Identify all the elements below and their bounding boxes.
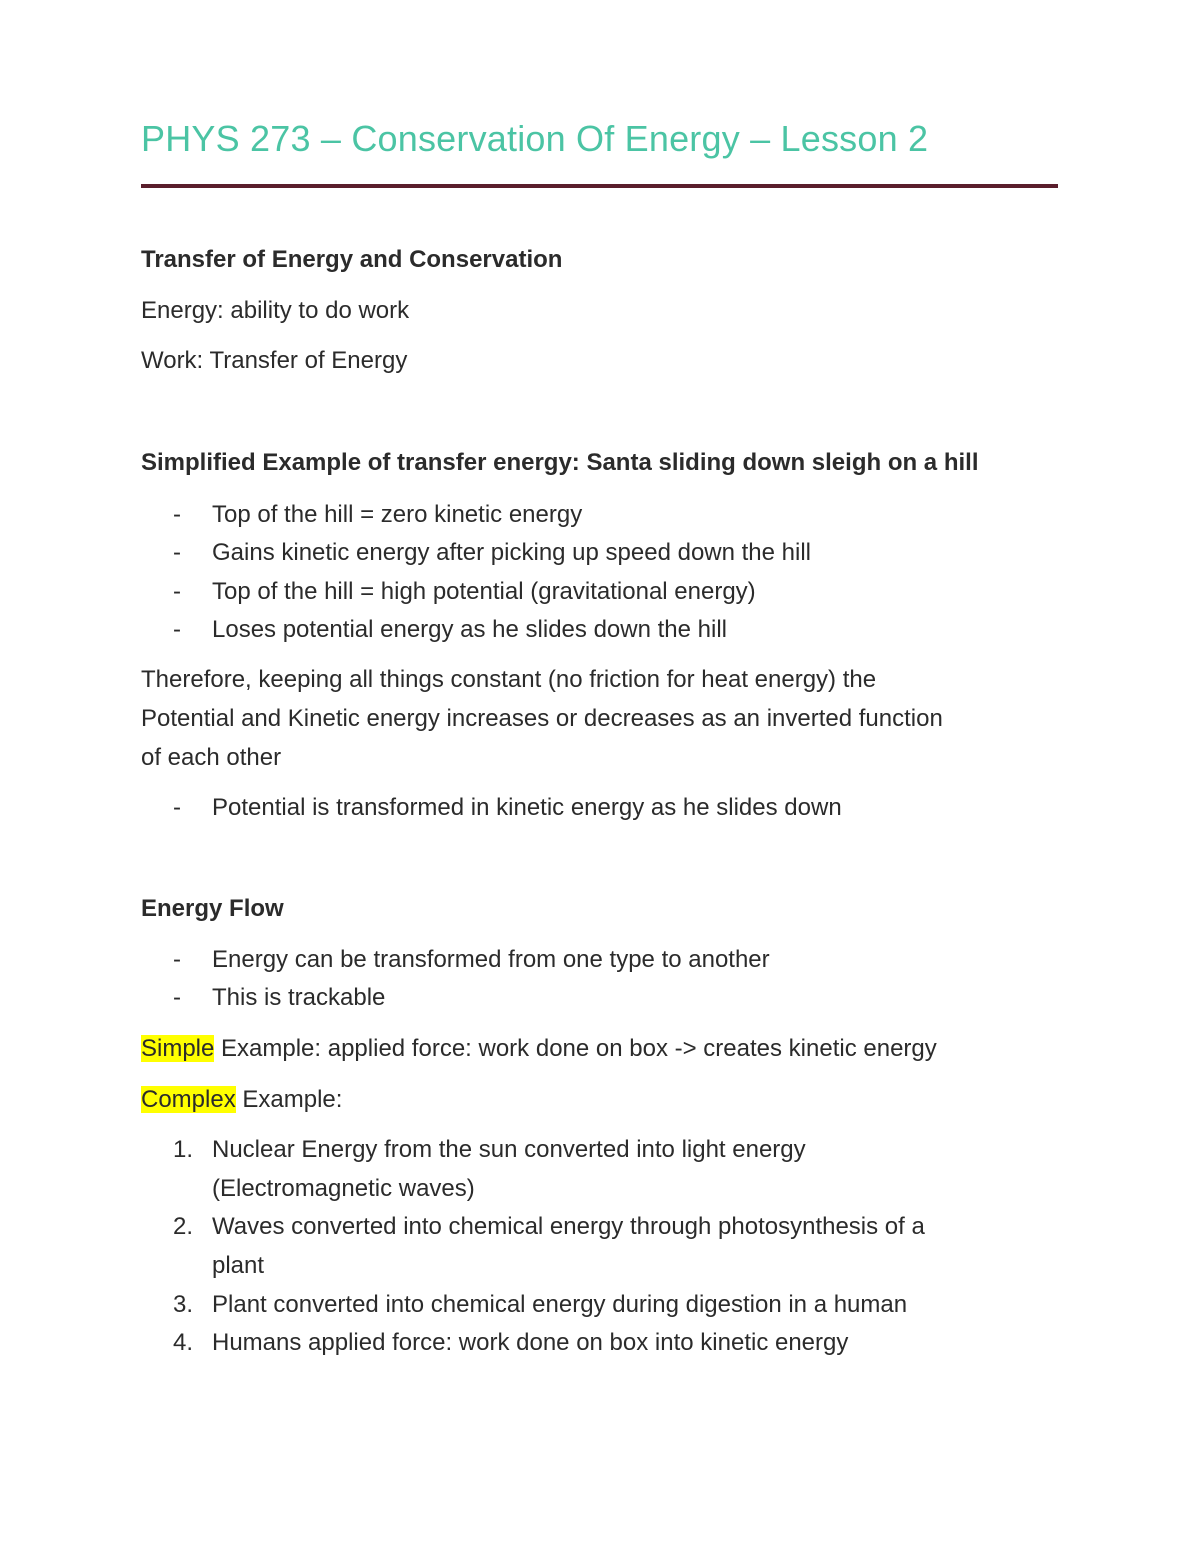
bullet-marker: - bbox=[173, 946, 181, 973]
paragraph-line: Potential and Kinetic energy increases or decreases as an inverted function bbox=[141, 705, 943, 732]
list-item: Potential is transformed in kinetic energy as he slides down bbox=[212, 794, 842, 821]
simple-highlight: Simple bbox=[141, 1035, 215, 1062]
complex-example-text: Example: bbox=[235, 1086, 343, 1113]
numbered-item-line: Nuclear Energy from the sun converted into light energy bbox=[212, 1136, 806, 1163]
numbered-item-line: (Electromagnetic waves) bbox=[212, 1175, 475, 1202]
simple-example-text: Example: applied force: work done on box -> creates kinetic energy bbox=[214, 1035, 937, 1062]
title-divider bbox=[141, 184, 1058, 188]
page-title: PHYS 273 – Conservation Of Energy – Lesson 2 bbox=[141, 118, 929, 159]
list-number: 2. bbox=[173, 1213, 194, 1240]
section-heading-santa-example: Simplified Example of transfer energy: Santa sliding down sleigh on a hill bbox=[141, 449, 979, 476]
bullet-marker: - bbox=[173, 794, 181, 821]
bullet-marker: - bbox=[173, 984, 181, 1011]
list-number: 1. bbox=[173, 1136, 194, 1163]
bullet-marker: - bbox=[173, 501, 181, 528]
simple-example-line bbox=[141, 1035, 937, 1063]
list-item: Gains kinetic energy after picking up speed down the hill bbox=[212, 539, 812, 566]
paragraph-line: Therefore, keeping all things constant (no friction for heat energy) the bbox=[141, 666, 877, 693]
complex-highlight: Complex bbox=[141, 1086, 236, 1113]
numbered-item-line: plant bbox=[212, 1252, 265, 1279]
list-item: Energy can be transformed from one type to another bbox=[212, 946, 770, 973]
bullet-marker: - bbox=[173, 616, 181, 643]
definition-energy: Energy: ability to do work bbox=[141, 297, 410, 324]
numbered-item-line: Plant converted into chemical energy during digestion in a human bbox=[212, 1291, 908, 1318]
section-heading-energy-flow: Energy Flow bbox=[141, 895, 284, 922]
list-item: Loses potential energy as he slides down the hill bbox=[212, 616, 727, 643]
definition-work: Work: Transfer of Energy bbox=[141, 347, 408, 374]
list-number: 3. bbox=[173, 1291, 194, 1318]
list-item: Top of the hill = zero kinetic energy bbox=[212, 501, 583, 528]
list-item: This is trackable bbox=[212, 984, 386, 1011]
bullet-marker: - bbox=[173, 539, 181, 566]
complex-example-line bbox=[141, 1086, 342, 1114]
list-item: Top of the hill = high potential (gravitational energy) bbox=[212, 578, 756, 605]
paragraph-line: of each other bbox=[141, 744, 282, 771]
list-number: 4. bbox=[173, 1329, 194, 1356]
bullet-marker: - bbox=[173, 578, 181, 605]
numbered-item-line: Humans applied force: work done on box into kinetic energy bbox=[212, 1329, 849, 1356]
section-heading-transfer: Transfer of Energy and Conservation bbox=[141, 246, 563, 273]
numbered-item-line: Waves converted into chemical energy through photosynthesis of a bbox=[212, 1213, 925, 1240]
